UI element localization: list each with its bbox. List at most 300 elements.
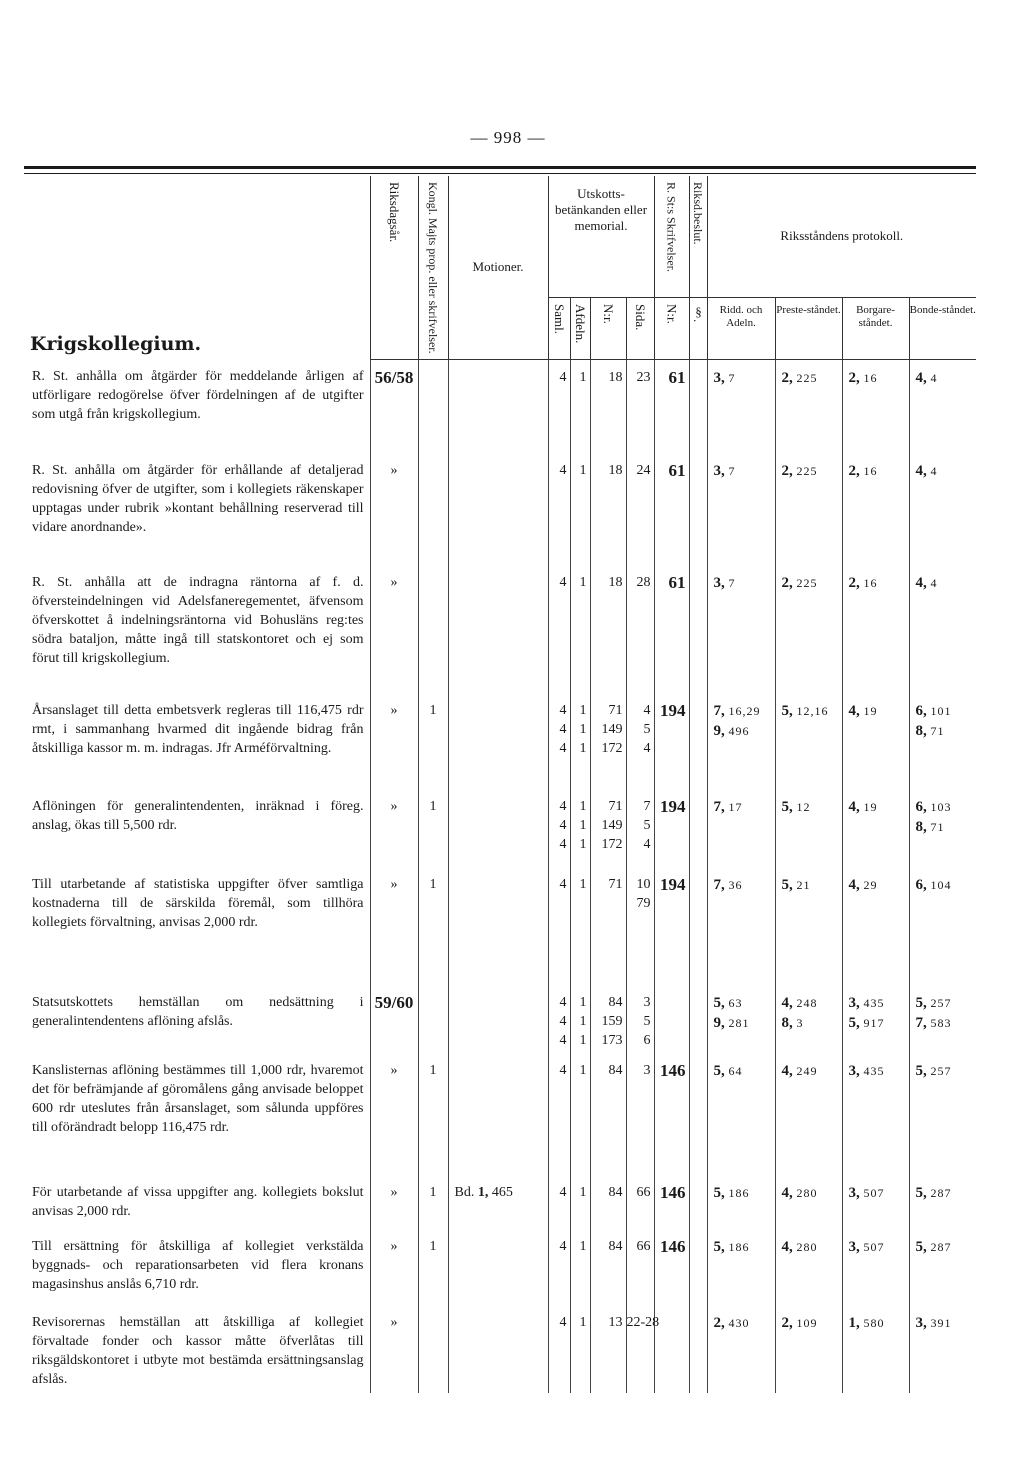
row-rst-nr (654, 985, 689, 1053)
header-protokoll: Riksståndens protokoll. (707, 176, 976, 297)
reference-volume: 6, (915, 877, 931, 894)
header-borgare: Borgare-ståndet. (842, 297, 909, 359)
row-motion (448, 1305, 548, 1393)
row-saml (548, 789, 570, 867)
row-kongl (418, 453, 448, 565)
borgare-reference (849, 1313, 909, 1333)
reference-page: 249 (796, 1064, 818, 1079)
row-motion (448, 693, 548, 789)
saml-value: 4 (559, 741, 567, 757)
row-afd (570, 985, 590, 1053)
preste-reference (782, 1313, 842, 1333)
row-description: Statsutskottets hemställan om nedsättning i generalintendentens aflöning afslås. (32, 995, 364, 1030)
row-sida (626, 565, 654, 693)
row-afd (570, 1175, 590, 1229)
row-bonde (909, 789, 976, 867)
register-table (24, 176, 976, 1393)
nr-value: 18 (608, 463, 623, 479)
reference-page: 287 (930, 1186, 952, 1201)
row-preste (775, 985, 842, 1053)
row-section-sign (689, 1229, 707, 1305)
reference-page: 29 (863, 878, 878, 893)
row-ridd (707, 789, 775, 867)
saml-value: 4 (559, 1315, 567, 1331)
afd-value: 1 (579, 1185, 587, 1201)
row-saml (548, 985, 570, 1053)
reference-page: 281 (728, 1016, 750, 1031)
row-description: R. St. anhålla om åtgärder för erhållande af detaljerad redovisning öfver de utgifter, som i kollegiets räkenskaper upptagas under rubrik »kontant behållning reserverad till vidare anordnande». (32, 463, 364, 536)
nr-value: 159 (601, 1014, 623, 1030)
header-kongl-prop: Kongl. Majts prop. eller skrifvelser. (418, 176, 448, 359)
sida-value: 3 (643, 995, 651, 1011)
row-nr (590, 867, 626, 985)
reference-page: 4 (930, 370, 938, 385)
reference-page: 103 (930, 800, 952, 815)
nr-value: 18 (608, 369, 623, 385)
row-ridd (707, 1229, 775, 1305)
ridd-reference (714, 1013, 775, 1033)
row-nr (590, 1229, 626, 1305)
row-borgare (842, 985, 909, 1053)
nr-value: 71 (608, 703, 623, 719)
header-motioner: Motioner. (448, 176, 548, 359)
row-sida (626, 985, 654, 1053)
row-afd (570, 693, 590, 789)
reference-page: 21 (796, 878, 811, 893)
row-borgare (842, 359, 909, 453)
row-bonde (909, 867, 976, 985)
ridd-reference (714, 1183, 775, 1203)
reference-volume: 1, (848, 1315, 864, 1332)
reference-volume: 6, (915, 703, 931, 720)
sida-value: 5 (643, 722, 651, 738)
afd-value: 1 (579, 877, 587, 893)
header-nr: N:r. (590, 297, 626, 359)
row-rst-nr: 194 (654, 867, 689, 985)
row-nr (590, 693, 626, 789)
row-description: Revisorernas hemställan att åtskilliga af kollegiet förvaltade fonder och kassor måtte öfverlåtas till riksgäldskontoret i utbyte mot bestämda ersättningsanslag afslås. (32, 1315, 364, 1388)
row-afd (570, 565, 590, 693)
header-afdeln: Afdeln. (570, 297, 590, 359)
afd-value: 1 (579, 463, 587, 479)
reference-page: 36 (728, 878, 743, 893)
row-sida (626, 1305, 660, 1393)
reference-page: 507 (863, 1186, 885, 1201)
sida-value: 22-28 (626, 1315, 660, 1331)
sida-value: 5 (643, 1014, 651, 1030)
reference-volume: 5, (713, 1239, 729, 1256)
row-section-sign (689, 565, 707, 693)
reference-page: 3 (796, 1016, 804, 1031)
sida-value: 6 (643, 1033, 651, 1049)
row-sida (626, 789, 654, 867)
reference-page: 583 (930, 1016, 952, 1031)
preste-reference (782, 797, 842, 817)
row-nr (590, 789, 626, 867)
preste-reference (782, 1237, 842, 1257)
header-ridd: Ridd. och Adeln. (707, 297, 775, 359)
saml-value: 4 (559, 1239, 567, 1255)
sida-value: 7 (643, 799, 651, 815)
sida-value: 66 (636, 1239, 651, 1255)
reference-volume: 4, (848, 799, 864, 816)
reference-page: 435 (863, 1064, 885, 1079)
reference-volume: 5, (781, 877, 797, 894)
bonde-reference (916, 1237, 977, 1257)
reference-volume: 5, (915, 1239, 931, 1256)
row-section-sign (689, 789, 707, 867)
reference-page: 280 (796, 1240, 818, 1255)
saml-value: 4 (559, 799, 567, 815)
row-description: För utarbetande af vissa uppgifter ang. kollegiets bokslut anvisas 2,000 rdr. (32, 1185, 364, 1220)
ridd-reference (714, 1313, 775, 1333)
reference-volume: 5, (915, 995, 931, 1012)
bonde-reference (916, 368, 977, 388)
row-saml (548, 867, 570, 985)
reference-page: 17 (728, 800, 743, 815)
row-borgare (842, 693, 909, 789)
row-saml (548, 1053, 570, 1175)
sida-value: 5 (643, 818, 651, 834)
row-saml (548, 359, 570, 453)
reference-volume: 3, (915, 1315, 931, 1332)
sida-value: 4 (643, 741, 651, 757)
afd-value: 1 (579, 799, 587, 815)
reference-page: 109 (796, 1316, 818, 1331)
row-section-sign (689, 359, 707, 453)
table-row (24, 1305, 976, 1393)
sida-value: 4 (643, 703, 651, 719)
saml-value: 4 (559, 877, 567, 893)
reference-page: 12,16 (796, 704, 829, 719)
reference-volume: 2, (713, 1315, 729, 1332)
reference-volume: 5, (713, 1185, 729, 1202)
reference-page: 4 (930, 576, 938, 591)
row-year: 59/60 (370, 985, 418, 1053)
row-afd (570, 1305, 590, 1393)
afd-value: 1 (579, 1315, 587, 1331)
reference-volume: 2, (848, 575, 864, 592)
saml-value: 4 (559, 818, 567, 834)
row-year: » (370, 1229, 418, 1305)
reference-volume: 5, (713, 995, 729, 1012)
row-saml (548, 565, 570, 693)
row-kongl: 1 (418, 1175, 448, 1229)
row-year: » (370, 867, 418, 985)
reference-page: 186 (728, 1240, 750, 1255)
reference-volume: 4, (848, 703, 864, 720)
ridd-reference (714, 1061, 775, 1081)
reference-volume: 3, (713, 463, 729, 480)
reference-volume: 2, (781, 575, 797, 592)
row-preste (775, 789, 842, 867)
table-row (24, 359, 976, 453)
header-rule-thick (24, 166, 976, 169)
header-rule-thin (24, 173, 976, 174)
row-year: » (370, 789, 418, 867)
reference-page: 16 (863, 576, 878, 591)
row-bonde (909, 453, 976, 565)
sida-value: 79 (636, 896, 651, 912)
table-body (24, 359, 976, 1393)
row-bonde (909, 985, 976, 1053)
row-motion (448, 453, 548, 565)
reference-volume: 4, (915, 575, 931, 592)
bonde-reference (916, 875, 977, 895)
row-nr (590, 359, 626, 453)
motion-page: 465 (491, 1185, 513, 1201)
reference-page: 496 (728, 724, 750, 739)
reference-page: 391 (930, 1316, 952, 1331)
reference-volume: 7, (915, 1015, 931, 1032)
preste-reference (782, 461, 842, 481)
ridd-reference (714, 993, 775, 1013)
reference-page: 225 (796, 464, 818, 479)
nr-value: 18 (608, 575, 623, 591)
table-row (24, 693, 976, 789)
row-borgare (842, 1053, 909, 1175)
reference-volume: 5, (915, 1063, 931, 1080)
preste-reference (782, 993, 842, 1013)
reference-page: 7 (728, 576, 736, 591)
row-description: Kanslisternas aflöning bestämmes till 1,000 rdr, hvaremot det för befrämjande af göromålens gång anvisade beloppet 600 rdr uteslutes från årsanslaget, som sålunda uppföres till oförändradt belopp 116,475 rdr. (32, 1063, 364, 1136)
row-rst-nr: 146 (654, 1053, 689, 1175)
bonde-reference (916, 817, 977, 837)
reference-page: 16,29 (728, 704, 761, 719)
afd-value: 1 (579, 722, 587, 738)
nr-value: 71 (608, 877, 623, 893)
row-borgare (842, 453, 909, 565)
borgare-reference (849, 1237, 909, 1257)
row-afd (570, 1053, 590, 1175)
saml-value: 4 (559, 1014, 567, 1030)
saml-value: 4 (559, 703, 567, 719)
header-section-sign: §. (689, 297, 707, 359)
row-motion (448, 1175, 548, 1229)
row-description: Årsanslaget till detta embetsverk regleras till 116,475 rdr rmt, i sammanhang hvarmed dit ingående bidrag från åtskilliga kassor m. m. indragas. Jfr Arméförvaltning. (32, 703, 364, 757)
row-sida (626, 867, 654, 985)
borgare-reference (849, 875, 909, 895)
borgare-reference (849, 797, 909, 817)
row-motion (448, 867, 548, 985)
page-number: — 998 — (470, 128, 546, 147)
reference-volume: 3, (848, 1239, 864, 1256)
bonde-reference (916, 701, 977, 721)
bonde-reference (916, 461, 977, 481)
afd-value: 1 (579, 1239, 587, 1255)
row-preste (775, 453, 842, 565)
saml-value: 4 (559, 722, 567, 738)
row-preste (775, 565, 842, 693)
ridd-reference (714, 461, 775, 481)
bonde-reference (916, 573, 977, 593)
nr-value: 172 (601, 837, 623, 853)
row-bonde (909, 1229, 976, 1305)
reference-page: 16 (863, 464, 878, 479)
afd-value: 1 (579, 741, 587, 757)
bonde-reference (916, 797, 977, 817)
afd-value: 1 (579, 995, 587, 1011)
saml-value: 4 (559, 369, 567, 385)
reference-volume: 8, (915, 819, 931, 836)
reference-page: 435 (863, 996, 885, 1011)
row-afd (570, 867, 590, 985)
row-motion (448, 1053, 548, 1175)
nr-value: 149 (601, 722, 623, 738)
row-borgare (842, 867, 909, 985)
row-preste (775, 1305, 842, 1393)
afd-value: 1 (579, 369, 587, 385)
row-saml (548, 1229, 570, 1305)
sida-value: 4 (643, 837, 651, 853)
row-year: » (370, 1175, 418, 1229)
row-ridd (707, 867, 775, 985)
row-bonde (909, 359, 976, 453)
table-row (24, 789, 976, 867)
row-sida (626, 1175, 654, 1229)
reference-page: 257 (930, 996, 952, 1011)
reference-volume: 2, (781, 463, 797, 480)
saml-value: 4 (559, 1063, 567, 1079)
reference-volume: 8, (781, 1015, 797, 1032)
preste-reference (782, 573, 842, 593)
row-sida (626, 693, 654, 789)
nr-value: 71 (608, 799, 623, 815)
reference-volume: 4, (915, 369, 931, 386)
reference-page: 101 (930, 704, 952, 719)
table-row (24, 565, 976, 693)
reference-page: 7 (728, 370, 736, 385)
row-section-sign (689, 453, 707, 565)
ridd-reference (714, 701, 775, 721)
reference-page: 16 (863, 370, 878, 385)
row-ridd (707, 1053, 775, 1175)
row-rst-nr: 61 (654, 359, 689, 453)
header-riksdagsar: Riksdagsår. (370, 176, 418, 359)
reference-page: 19 (863, 704, 878, 719)
header-rst-nr: N:r. (654, 297, 689, 359)
reference-page: 280 (796, 1186, 818, 1201)
row-nr (590, 985, 626, 1053)
reference-volume: 8, (915, 723, 931, 740)
nr-value: 13 (608, 1315, 623, 1331)
row-year: » (370, 565, 418, 693)
reference-page: 7 (728, 464, 736, 479)
row-section-sign (689, 867, 707, 985)
reference-page: 64 (728, 1064, 743, 1079)
reference-volume: 7, (713, 799, 729, 816)
reference-page: 507 (863, 1240, 885, 1255)
row-motion (448, 985, 548, 1053)
reference-page: 580 (863, 1316, 885, 1331)
reference-page: 19 (863, 800, 878, 815)
reference-volume: 3, (848, 1063, 864, 1080)
preste-reference (782, 875, 842, 895)
row-description: Aflöningen för generalintendenten, inräknad i föreg. anslag, ökas till 5,500 rdr. (32, 799, 364, 834)
row-borgare (842, 1175, 909, 1229)
afd-value: 1 (579, 575, 587, 591)
reference-volume: 5, (915, 1185, 931, 1202)
sida-value: 23 (636, 369, 651, 385)
afd-value: 1 (579, 1063, 587, 1079)
row-kongl (418, 1305, 448, 1393)
row-description: R. St. anhålla om åtgärder för meddelande årligen af utförligare redogörelse öfver fördelningen af de utgifter som utgå från krigskollegium. (32, 369, 364, 423)
borgare-reference (849, 461, 909, 481)
row-section-sign (689, 985, 707, 1053)
row-rst-nr: 146 (654, 1229, 689, 1305)
row-sida (626, 359, 654, 453)
table-row (24, 985, 976, 1053)
header-saml: Saml. (548, 297, 570, 359)
row-section-sign (689, 1053, 707, 1175)
row-saml (548, 453, 570, 565)
row-nr (590, 453, 626, 565)
row-ridd (707, 985, 775, 1053)
row-kongl: 1 (418, 1053, 448, 1175)
table-row (24, 453, 976, 565)
row-preste (775, 693, 842, 789)
preste-reference (782, 1061, 842, 1081)
ridd-reference (714, 721, 775, 741)
reference-page: 917 (863, 1016, 885, 1031)
sida-value: 66 (636, 1185, 651, 1201)
row-bonde (909, 565, 976, 693)
reference-volume: 9, (713, 723, 729, 740)
row-kongl: 1 (418, 789, 448, 867)
sida-value: 3 (643, 1063, 651, 1079)
row-afd (570, 453, 590, 565)
reference-volume: 2, (848, 369, 864, 386)
row-preste (775, 867, 842, 985)
borgare-reference (849, 1013, 909, 1033)
row-sida (626, 453, 654, 565)
header-utskotts: Utskotts-betänkanden eller memorial. (548, 176, 654, 297)
row-motion (448, 565, 548, 693)
borgare-reference (849, 1183, 909, 1203)
header-sida: Sida. (626, 297, 654, 359)
row-preste (775, 1053, 842, 1175)
borgare-reference (849, 368, 909, 388)
reference-volume: 6, (915, 799, 931, 816)
row-year: » (370, 1053, 418, 1175)
row-borgare (842, 565, 909, 693)
row-year: 56/58 (370, 359, 418, 453)
ridd-reference (714, 1237, 775, 1257)
row-borgare (842, 789, 909, 867)
row-motion (448, 789, 548, 867)
row-motion (448, 1229, 548, 1305)
reference-page: 104 (930, 878, 952, 893)
saml-value: 4 (559, 575, 567, 591)
row-description: Till ersättning för åtskilliga af kollegiet verkstälda byggnads- och reparationsarbeten vid flera kronans magasinshus anslås 6,710 rdr. (32, 1239, 364, 1293)
table-row (24, 1175, 976, 1229)
bonde-reference (916, 721, 977, 741)
row-rst-nr: 194 (654, 693, 689, 789)
row-ridd (707, 359, 775, 453)
bonde-reference (916, 1183, 977, 1203)
reference-volume: 7, (713, 877, 729, 894)
row-kongl (418, 565, 448, 693)
borgare-reference (849, 993, 909, 1013)
row-year: » (370, 453, 418, 565)
header-bonde: Bonde-ståndet. (909, 297, 976, 359)
reference-volume: 5, (713, 1063, 729, 1080)
row-sida (626, 1229, 654, 1305)
header-preste: Preste-ståndet. (775, 297, 842, 359)
bonde-reference (916, 993, 977, 1013)
nr-value: 84 (608, 1185, 623, 1201)
ridd-reference (714, 368, 775, 388)
